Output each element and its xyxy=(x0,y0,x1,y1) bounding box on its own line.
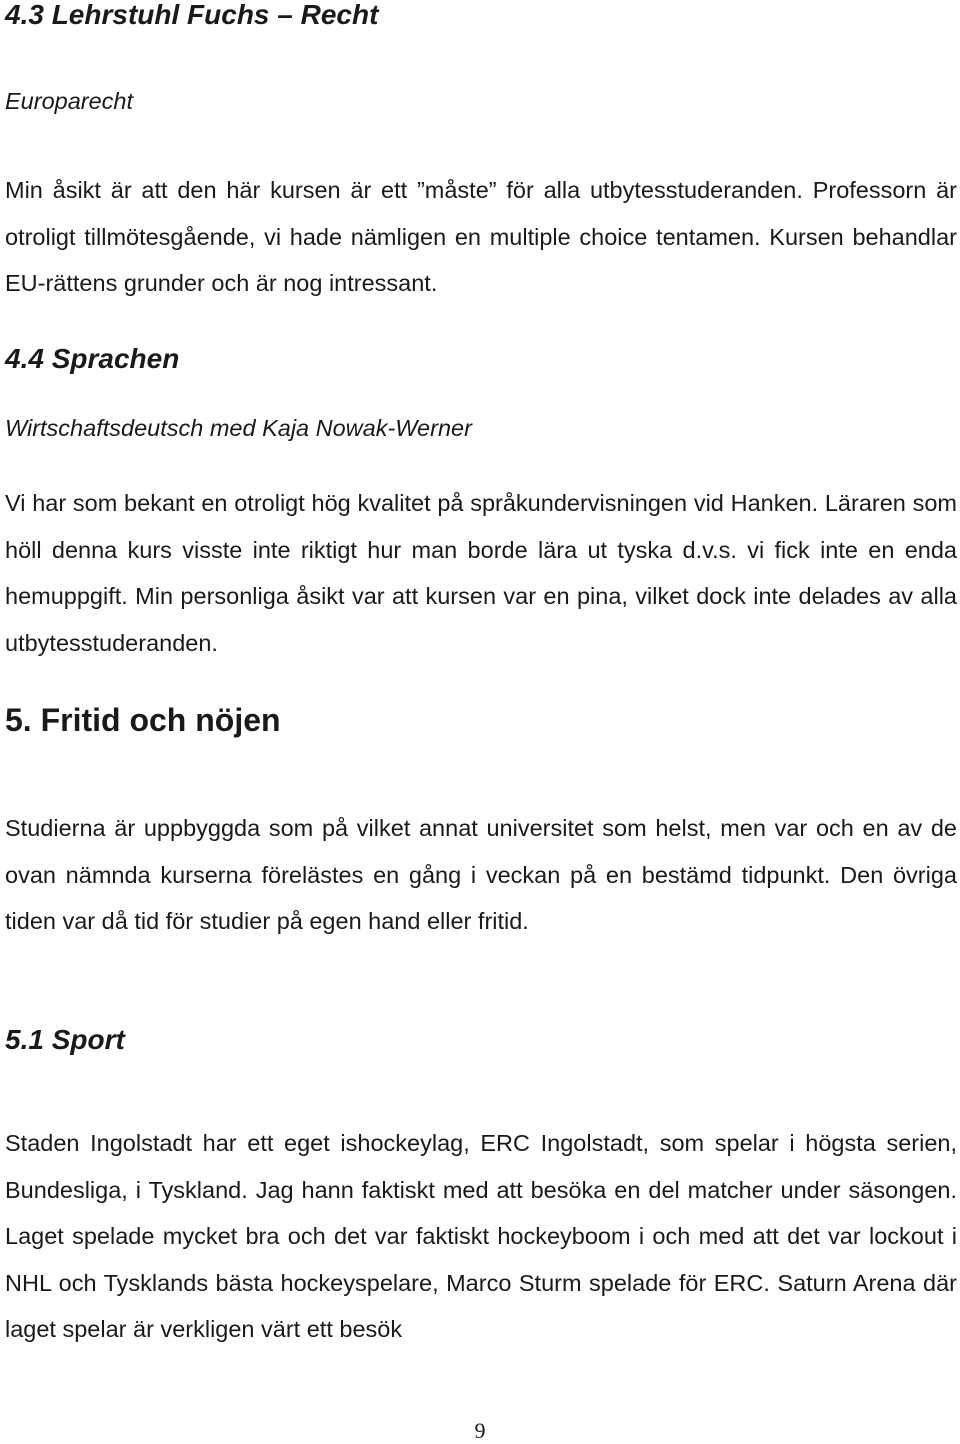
heading-4-4: 4.4 Sprachen xyxy=(5,343,180,374)
page-number: 9 xyxy=(474,1418,486,1443)
subheading-europarecht: Europarecht xyxy=(5,88,134,114)
heading-5: 5. Fritid och nöjen xyxy=(5,702,281,738)
paragraph-sport: Staden Ingolstadt har ett eget ishockeylag, ERC Ingolstadt, som spelar i högsta serien, Bundesliga, i Tyskland. Jag hann faktiskt med att besöka en del matcher under säsongen. Laget spelade mycket bra och det var faktiskt hockeyboom i och med att det var lockout i NHL och Tysklands bästa hockeyspelare, Marco Sturm spelade för ERC. Saturn Arena där laget spelar är verkligen värt ett besök xyxy=(5,1130,957,1342)
heading-5-1: 5.1 Sport xyxy=(5,1024,125,1055)
heading-4-3: 4.3 Lehrstuhl Fuchs – Recht xyxy=(5,0,379,30)
paragraph-europarecht: Min åsikt är att den här kursen är ett ”måste” för alla utbytesstuderanden. Professorn är otroligt tillmötesgående, vi hade nämligen en multiple choice tentamen. Kursen behandlar EU-rättens grunder och är nog intressant. xyxy=(5,177,957,296)
paragraph-fritid: Studierna är uppbyggda som på vilket annat universitet som helst, men var och en av de ovan nämnda kurserna förelästes en gång i veckan på en bestämd tidpunkt. Den övriga tiden var då tid för studier på egen hand eller fritid. xyxy=(5,815,957,934)
paragraph-wirtschaftsdeutsch: Vi har som bekant en otroligt hög kvalitet på språkundervisningen vid Hanken. Läraren som höll denna kurs visste inte riktigt hur man borde lära ut tyska d.v.s. vi fick inte en enda hemuppgift. Min personliga åsikt var att kursen var en pina, vilket dock inte delades av alla utbytesstuderanden. xyxy=(5,490,957,656)
subheading-wirtschaftsdeutsch: Wirtschaftsdeutsch med Kaja Nowak-Werner xyxy=(5,415,472,441)
